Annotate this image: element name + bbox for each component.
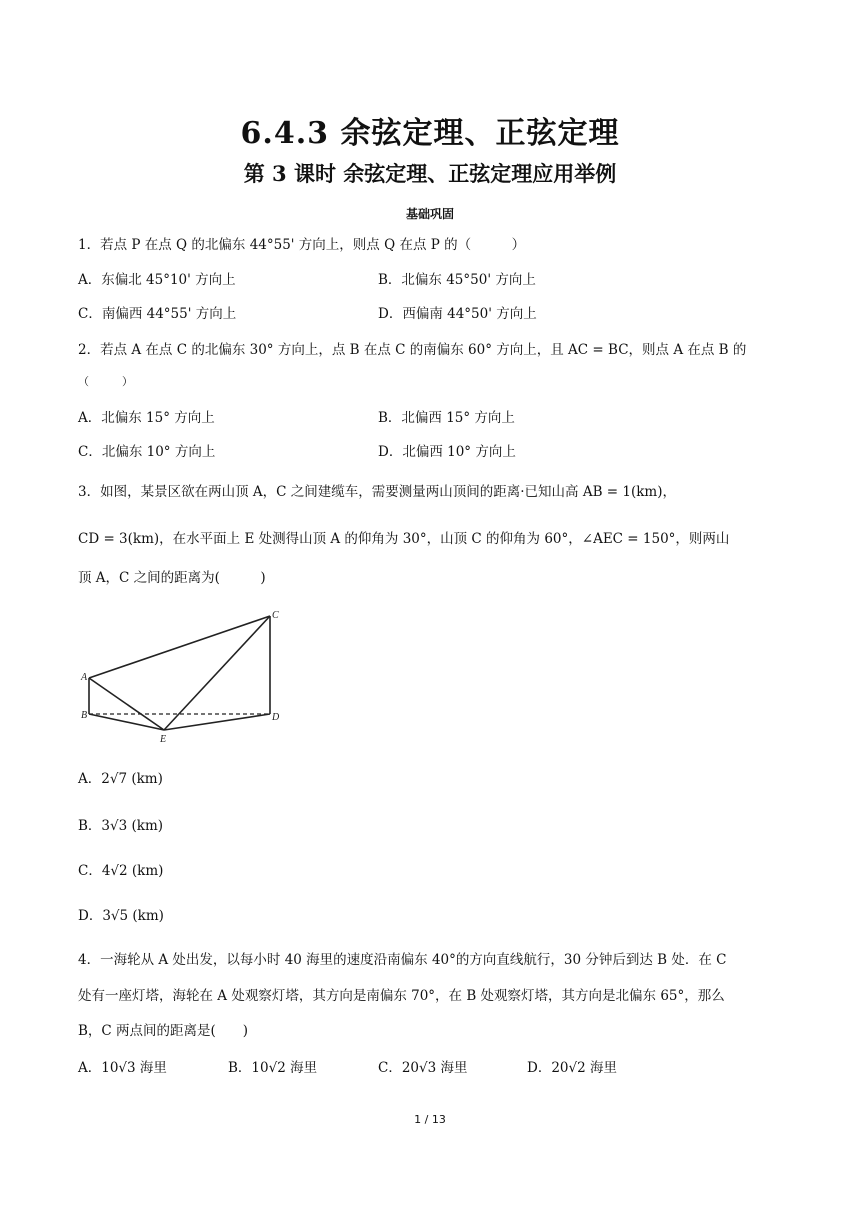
section-heading: 基础巩固 (405, 207, 454, 221)
question-3-figure (78, 606, 288, 746)
label-c: C (272, 610, 279, 621)
question-3-option-d: D．3√5 (km) (78, 908, 164, 924)
question-4-stem-line-2: 处有一座灯塔，海轮在 A 处观察灯塔，其方向是南偏东 70°，在 B 处观察灯塔，其方向是北偏东 65°，那么 (78, 988, 725, 1004)
question-2-option-c: C．北偏东 10° 方向上 (78, 444, 216, 460)
question-3-option-c: C．4√2 (km) (78, 863, 164, 879)
question-4-option-d: D．20√2 海里 (527, 1060, 617, 1076)
segment-de (164, 714, 270, 730)
question-2-option-a: A．北偏东 15° 方向上 (78, 410, 215, 426)
question-1-stem: 1．若点 P 在点 Q 的北偏东 44°55' 方向上，则点 Q 在点 P 的（ ） (78, 237, 526, 253)
question-4-option-b: B．10√2 海里 (228, 1060, 318, 1076)
question-1-option-a: A．东偏北 45°10' 方向上 (78, 272, 236, 288)
document-subtitle: 第 3 课时 余弦定理、正弦定理应用举例 (243, 161, 617, 186)
question-3-stem-line-2: CD = 3(km)，在水平面上 E 处测得山顶 A 的仰角为 30°，山顶 C 的仰角为 60°，∠AEC = 150°，则两山 (78, 531, 730, 547)
label-e: E (160, 734, 167, 745)
question-3-option-a: A．2√7 (km) (78, 771, 163, 787)
question-3-stem-line-3: 顶 A，C 之间的距离为( ) (78, 570, 266, 586)
question-2-stem-line-1: 2．若点 A 在点 C 的北偏东 30° 方向上，点 B 在点 C 的南偏东 60° 方向上，且 AC = BC，则点 A 在点 B 的 (78, 342, 747, 358)
document-title: 6.4.3 余弦定理、正弦定理 (240, 116, 620, 151)
question-4-option-a: A．10√3 海里 (78, 1060, 167, 1076)
question-1-option-b: B．北偏东 45°50' 方向上 (378, 272, 536, 288)
label-b: B (81, 710, 88, 721)
label-a: A (81, 672, 88, 683)
question-3-option-b: B．3√3 (km) (78, 818, 164, 834)
question-4-stem-line-1: 4．一海轮从 A 处出发，以每小时 40 海里的速度沿南偏东 40°的方向直线航行，30 分钟后到达 B 处．在 C (78, 952, 727, 968)
question-2-stem-line-2: （ ） (78, 375, 133, 388)
question-2-option-b: B．北偏西 15° 方向上 (378, 410, 515, 426)
question-4-stem-line-3: B，C 两点间的距离是( ) (78, 1023, 249, 1039)
label-d: D (272, 712, 280, 723)
question-4-option-c: C．20√3 海里 (378, 1060, 468, 1076)
question-3-stem-line-1: 3．如图，某景区欲在两山顶 A，C 之间建缆车，需要测量两山顶间的距离·已知山高 AB = 1(km)， (78, 484, 677, 500)
question-1-option-d: D．西偏南 44°50' 方向上 (378, 306, 537, 322)
question-2-option-d: D．北偏西 10° 方向上 (378, 444, 516, 460)
segment-ce (164, 616, 270, 730)
question-1-option-c: C．南偏西 44°55' 方向上 (78, 306, 237, 322)
segment-ac (89, 616, 270, 678)
page-number: 1 / 13 (414, 1113, 446, 1126)
